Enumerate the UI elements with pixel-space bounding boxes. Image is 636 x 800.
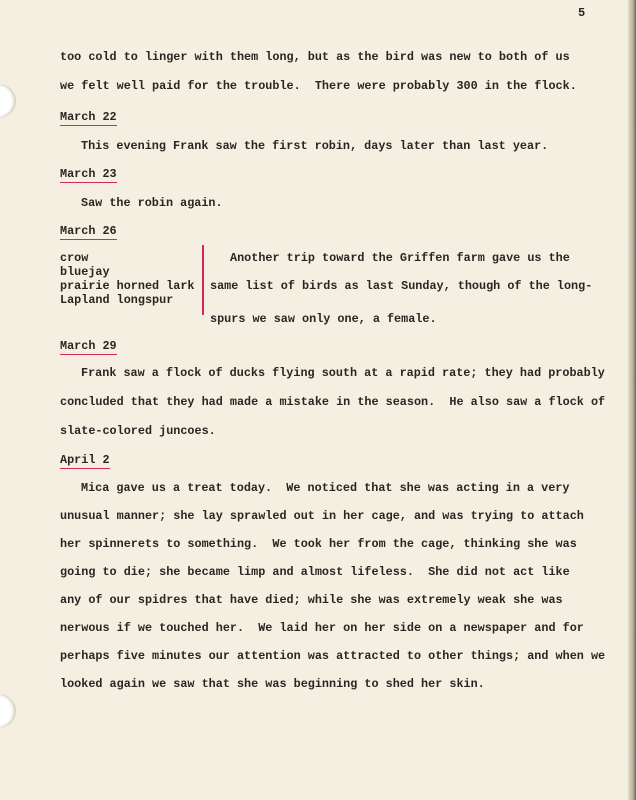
bird-list-item: crow <box>60 251 89 265</box>
binder-hole <box>0 694 16 728</box>
margin-divider-line <box>202 245 204 315</box>
text-line: same list of birds as last Sunday, though of the long- <box>210 279 593 293</box>
text-line: any of our spidres that have died; while she was extremely weak she was <box>60 593 563 607</box>
bird-list-item: Lapland longspur <box>60 293 174 307</box>
text-line: looked again we saw that she was beginning to shed her skin. <box>60 677 485 691</box>
text-line: her spinnerets to something. We took her from the cage, thinking she was <box>60 537 577 551</box>
text-line: This evening Frank saw the first robin, days later than last year. <box>81 139 549 153</box>
text-line: concluded that they had made a mistake in the season. He also saw a flock of <box>60 395 606 409</box>
text-line: too cold to linger with them long, but as the bird was new to both of us <box>60 50 570 64</box>
bird-list-item: prairie horned lark <box>60 279 195 293</box>
page-edge-shadow <box>628 0 636 800</box>
date-heading: March 26 <box>60 224 117 238</box>
text-line: Saw the robin again. <box>81 196 223 210</box>
text-line: unusual manner; she lay sprawled out in her cage, and was trying to attach <box>60 509 584 523</box>
bird-list-item: bluejay <box>60 265 110 279</box>
text-line: Another trip toward the Griffen farm gave us the <box>230 251 570 265</box>
date-heading: March 23 <box>60 167 117 181</box>
text-line: perhaps five minutes our attention was attracted to other things; and when we <box>60 649 606 663</box>
text-line: slate-colored juncoes. <box>60 424 216 438</box>
text-line: spurs we saw only one, a female. <box>210 312 437 326</box>
text-line: Frank saw a flock of ducks flying south at a rapid rate; they had probably <box>81 366 605 380</box>
text-line: we felt well paid for the trouble. There were probably 300 in the flock. <box>60 79 577 93</box>
date-heading: April 2 <box>60 453 110 467</box>
date-heading: March 22 <box>60 110 117 124</box>
page-number: 5 <box>578 6 586 20</box>
binder-hole <box>0 84 16 118</box>
text-line: Mica gave us a treat today. We noticed that she was acting in a very <box>81 481 570 495</box>
text-line: nerwous if we touched her. We laid her on her side on a newspaper and for <box>60 621 584 635</box>
text-line: going to die; she became limp and almost lifeless. She did not act like <box>60 565 570 579</box>
date-heading: March 29 <box>60 339 117 353</box>
